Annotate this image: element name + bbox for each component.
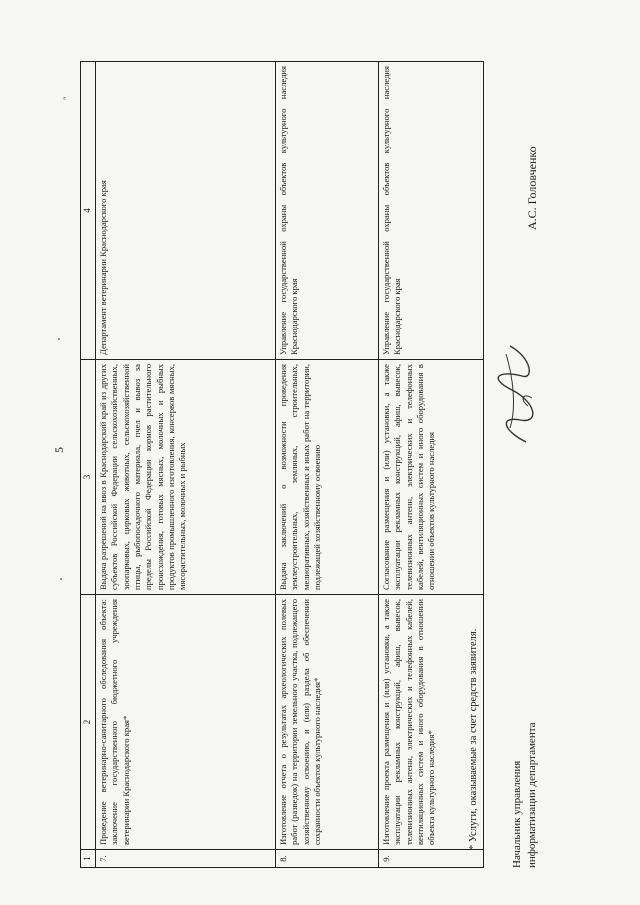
header-col-4: 4 (81, 62, 96, 360)
header-col-2: 2 (81, 595, 96, 850)
header-col-3: 3 (81, 360, 96, 595)
authority-cell: Департамент ветеринарии Краснодарского края (95, 62, 275, 360)
row-number: 7. (95, 850, 275, 868)
table-header-row (81, 62, 96, 868)
margin-mark: " (62, 96, 72, 100)
handwritten-signature (492, 330, 542, 450)
service-cell: Изготовление проекта размещения и (или) установки, а также эксплуатации рекламных конструкций, афиш, вывесок, телевизионных антенн, электрических и телефонных кабелей, вентиляционных систем и иного оборудования в отношении объекта культурного наследия* (378, 595, 483, 850)
row-number: 9. (378, 850, 483, 868)
table-row (95, 62, 275, 868)
table-row (275, 62, 378, 868)
scan-speck (58, 338, 60, 340)
services-table (80, 61, 484, 868)
necessary-service-cell: Согласование размещения и (или) установки, а также эксплуатации рекламных конструкций, афиш, вывесок, телевизионных антенн, электрических и телефонных кабелей, вентиляционных систем и иного оборудования в отношении объектов культурного наследия (378, 360, 483, 595)
necessary-service-cell: Выдача заключений о возможности проведения землеустроительных, земляных, строительных, мелиоративных, хозяйственных и иных работ на территории, подлежащей хозяйственному освоению (275, 360, 378, 595)
rotated-document-page (40, 20, 600, 880)
service-cell: Изготовление отчета о результатах археологических полевых работ (разведок) на территории земельного участка, подлежащего хозяйственному освоению, и (или) раздела об обеспечении сохранности объектов культурного наследия* (275, 595, 378, 850)
service-cell: Проведение ветеринарно-санитарного обследования объекта: заключение государственного бюджетного учреждения ветеринарии Краснодарского края* (95, 595, 275, 850)
position-line-1: Начальник управления (511, 760, 523, 868)
necessary-service-cell: Выдача разрешений на ввоз в Краснодарский край из других субъектов Российской Федерации сельскохозяйственных, зоопарковых, цирковых животных, сельскохозяйственной птицы, рыбопосадочного материала, пчел и вывоз за пределы Российской Федерации кормов растительного происхождения, готовых мясных, молочных и рыбных продуктов промышленного изготовления, консервов мясных, мясорастительных, молочных и рыбных (95, 360, 275, 595)
authority-cell: Управление государственной охраны объектов культурного наследия Краснодарского края (275, 62, 378, 360)
header-col-1: 1 (81, 850, 96, 868)
page-number: 5 (52, 447, 66, 453)
footnote: * Услуги, оказываемые за счет средств заявителя. (468, 628, 479, 850)
signatory-name: А.С. Головченко (525, 146, 539, 230)
row-number: 8. (275, 850, 378, 868)
authority-cell: Управление государственной охраны объектов культурного наследия Краснодарского края (378, 62, 483, 360)
signatory-position (510, 722, 540, 868)
position-line-2: информатизации департамента (525, 722, 538, 868)
scan-speck (60, 578, 62, 580)
